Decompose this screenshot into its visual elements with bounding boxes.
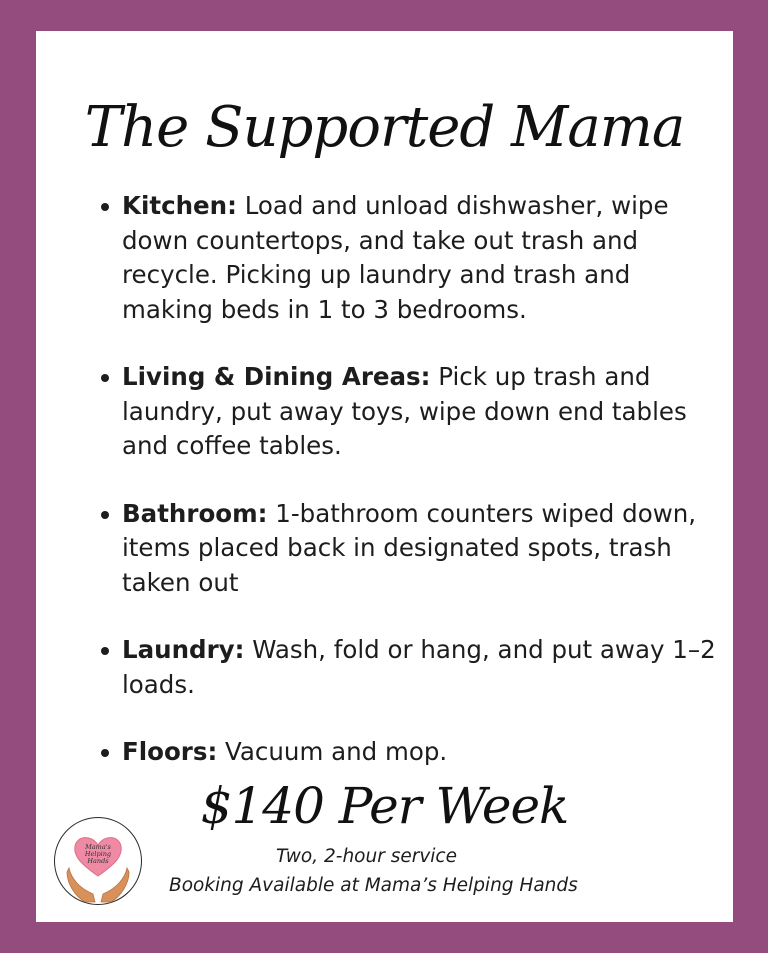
service-text: Vacuum and mop.	[217, 737, 448, 766]
service-list	[122, 189, 722, 770]
service-label: Laundry:	[122, 635, 245, 664]
bullet-icon	[101, 203, 109, 211]
list-item	[122, 360, 722, 464]
svg-text:Helping: Helping	[84, 850, 112, 858]
service-note: Two, 2-hour service	[276, 846, 457, 867]
bullet-icon	[101, 647, 109, 655]
bullet-icon	[101, 374, 109, 382]
service-label: Floors:	[122, 737, 218, 766]
list-item	[122, 735, 722, 770]
service-text: Load and unload dishwasher, wipe down countertops, and take out trash and recycle. Picking up laundry and trash and making beds in 1 to 3 bedrooms.	[122, 191, 669, 324]
logo-graphic	[55, 818, 141, 904]
flyer-card	[36, 31, 733, 922]
list-item	[122, 497, 722, 601]
list-item	[122, 633, 722, 702]
service-label: Bathroom:	[122, 498, 268, 528]
service-label: Kitchen:	[122, 191, 237, 220]
svg-text:Mama's: Mama's	[85, 843, 111, 851]
service-label: Living & Dining Areas:	[122, 362, 431, 391]
price-heading: $140 Per Week	[200, 777, 569, 835]
heart-hands-logo-icon	[54, 817, 142, 905]
page-title: The Supported Mama	[84, 95, 685, 160]
service-text: Pick up trash and laundry, put away toys, wipe down end tables and coffee tables.	[122, 362, 687, 460]
service-text: Wash, fold or hang, and put away 1–2 loads.	[122, 635, 716, 699]
bullet-icon	[101, 511, 109, 519]
service-text: 1-bathroom counters wiped down, items placed back in designated spots, trash taken out	[122, 498, 697, 597]
list-item	[122, 189, 722, 327]
bullet-icon	[101, 749, 109, 757]
booking-note: Booking Available at Mama’s Helping Hands	[169, 875, 578, 896]
svg-text:Hands: Hands	[87, 857, 109, 865]
